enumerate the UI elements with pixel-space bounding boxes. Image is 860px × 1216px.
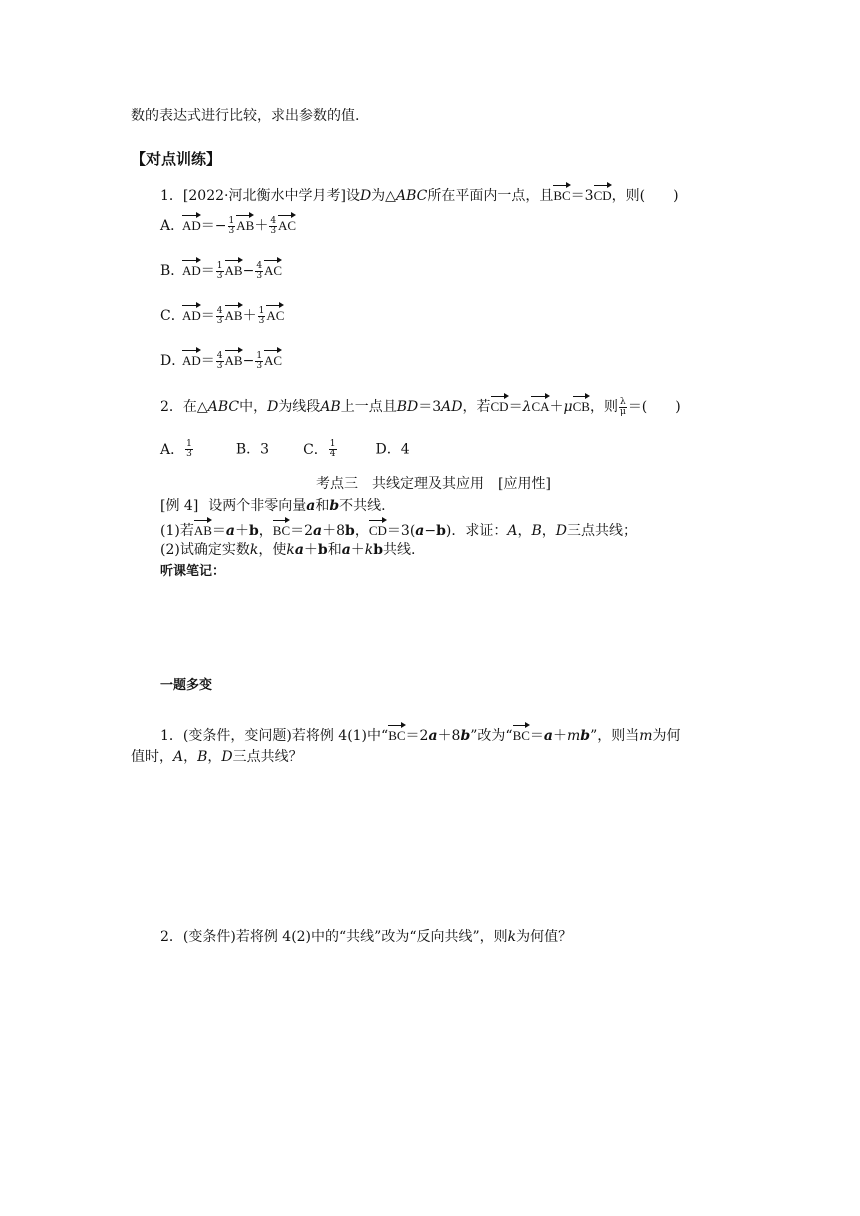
vector: AB bbox=[225, 259, 243, 277]
vector-b: b bbox=[373, 542, 384, 558]
vector-b: b bbox=[345, 523, 355, 539]
variant-2-line bbox=[160, 928, 572, 946]
option-label: D． bbox=[160, 353, 186, 369]
notes-label: 听课笔记： bbox=[160, 564, 226, 579]
math-var: m bbox=[567, 728, 581, 744]
question-source: [2022·河北衡水中学月考] bbox=[182, 188, 346, 204]
option-label: B． bbox=[160, 263, 185, 279]
q1-option-a[interactable] bbox=[160, 214, 296, 236]
math-var: B bbox=[531, 523, 542, 539]
fraction bbox=[255, 352, 263, 371]
stem-text: 设两个非零向量 bbox=[208, 498, 307, 514]
vector-cb: CB bbox=[573, 395, 590, 413]
fraction bbox=[255, 262, 263, 281]
section-heading: 【对点训练】 bbox=[131, 150, 222, 168]
vector-a: a bbox=[543, 728, 553, 744]
text: )．求证： bbox=[445, 523, 508, 539]
equals: ＝ bbox=[200, 263, 215, 279]
vector-cd: CD bbox=[491, 395, 509, 413]
operator: ＋ bbox=[242, 308, 257, 324]
math-var: A bbox=[173, 749, 184, 765]
text: ＋ bbox=[303, 542, 318, 558]
vector: AC bbox=[278, 214, 296, 232]
text: ＝2 bbox=[290, 523, 314, 539]
operator: ＋ bbox=[254, 218, 269, 234]
q1-option-d[interactable] bbox=[160, 349, 282, 371]
text: ， bbox=[354, 523, 369, 539]
stem-text: 和 bbox=[315, 498, 330, 514]
q1-option-b[interactable] bbox=[160, 259, 282, 281]
operator: − bbox=[242, 353, 255, 369]
math-var: B bbox=[197, 749, 208, 765]
text: ， bbox=[183, 749, 198, 765]
stem-text: ＝3 bbox=[570, 188, 594, 204]
math-var: k bbox=[286, 542, 295, 558]
stem-text: ，则 bbox=[589, 399, 618, 415]
math-var: D bbox=[267, 399, 279, 415]
q1-option-c[interactable] bbox=[160, 304, 284, 326]
vector: AD bbox=[182, 214, 201, 232]
vector-b: b bbox=[317, 542, 328, 558]
vector-a: a bbox=[415, 523, 425, 539]
numerator: λ bbox=[620, 396, 626, 407]
q2-option-d[interactable]: D．4 bbox=[375, 441, 410, 458]
numerator: 1 bbox=[216, 260, 223, 271]
option-label: A． bbox=[160, 218, 185, 234]
denominator: 3 bbox=[216, 360, 223, 371]
text: (2)试确定实数 bbox=[160, 542, 250, 558]
vector-bc: BC bbox=[513, 724, 530, 742]
text: ＋ bbox=[350, 542, 365, 558]
text: ＝ bbox=[529, 728, 544, 744]
equals: ＝− bbox=[200, 218, 227, 234]
denominator: 3 bbox=[228, 225, 235, 236]
math-var: D bbox=[221, 749, 233, 765]
vector-a: a bbox=[225, 523, 235, 539]
vector: AC bbox=[266, 304, 284, 322]
option-label: C． bbox=[160, 308, 185, 324]
math-var: AD bbox=[441, 399, 463, 415]
text: ， bbox=[207, 749, 222, 765]
math-var: m bbox=[639, 728, 653, 744]
option-label: C． bbox=[303, 441, 328, 458]
text: 为何值？ bbox=[516, 929, 573, 945]
math-var: BD bbox=[396, 399, 419, 415]
denominator: 3 bbox=[256, 360, 263, 371]
option-label: A． bbox=[160, 441, 185, 458]
numerator: 1 bbox=[258, 305, 265, 316]
question-number: 2． bbox=[160, 399, 183, 415]
fraction bbox=[216, 307, 224, 326]
fraction bbox=[228, 217, 236, 236]
text: 共线. bbox=[383, 542, 416, 558]
stem-text: 为线段 bbox=[278, 399, 321, 415]
fraction bbox=[269, 217, 277, 236]
text: 1．(变条件，变问题)若将例 4(1)中“ bbox=[160, 728, 389, 744]
lambda: λ bbox=[522, 399, 532, 415]
fraction-lambda-over-mu bbox=[619, 398, 627, 417]
numerator: 1 bbox=[228, 215, 235, 226]
text: − bbox=[424, 523, 437, 539]
denominator: 3 bbox=[216, 315, 223, 326]
example-4-part-2 bbox=[160, 541, 416, 559]
mu: μ bbox=[563, 399, 573, 415]
vector-ca: CA bbox=[531, 395, 549, 413]
example-4-part-1 bbox=[160, 519, 637, 540]
denominator: 3 bbox=[270, 225, 277, 236]
denominator: 3 bbox=[256, 270, 263, 281]
vector: AD bbox=[182, 349, 201, 367]
text: ＝ bbox=[211, 523, 226, 539]
q2-option-a[interactable] bbox=[160, 439, 194, 459]
stem-text: ＋ bbox=[549, 399, 564, 415]
vector-cd: CD bbox=[594, 184, 612, 202]
vector: AB bbox=[225, 349, 243, 367]
denominator: 4 bbox=[329, 449, 336, 459]
vector-a: a bbox=[313, 523, 323, 539]
variant-1-line-2 bbox=[131, 748, 303, 766]
text: 三点共线？ bbox=[232, 749, 303, 765]
vector: AD bbox=[182, 259, 201, 277]
math-var: ABC bbox=[207, 399, 240, 415]
equals: ＝ bbox=[200, 353, 215, 369]
q2-option-c[interactable] bbox=[303, 439, 337, 459]
q2-option-b[interactable]: B．3 bbox=[235, 441, 270, 458]
example-label: [例 4] bbox=[160, 498, 199, 514]
vector: AC bbox=[264, 259, 282, 277]
vector: AB bbox=[236, 214, 254, 232]
vector: AD bbox=[182, 304, 201, 322]
numerator: 4 bbox=[256, 260, 263, 271]
example-4-stem bbox=[160, 497, 386, 515]
stem-text: 所在平面内一点，且 bbox=[427, 188, 554, 204]
text: ， bbox=[541, 523, 556, 539]
math-var: k bbox=[249, 542, 259, 558]
vector-b: b bbox=[460, 728, 471, 744]
text: (1)若 bbox=[160, 523, 194, 539]
text: ＋ bbox=[234, 523, 249, 539]
equals: ＝ bbox=[200, 308, 215, 324]
fraction bbox=[216, 352, 224, 371]
text: ，使 bbox=[258, 542, 287, 558]
math-var: ABC bbox=[395, 188, 428, 204]
denominator: 3 bbox=[258, 315, 265, 326]
stem-text: 在△ bbox=[182, 399, 208, 415]
numerator: 1 bbox=[256, 350, 263, 361]
math-var: D bbox=[359, 188, 372, 204]
text: 2．(变条件)若将例 4(2)中的“共线”改为“反向共线”，则 bbox=[160, 929, 508, 945]
numerator: 1 bbox=[186, 439, 192, 449]
stem-text: ＝ bbox=[508, 399, 523, 415]
question-2-stem bbox=[160, 395, 681, 417]
text: ， bbox=[517, 523, 532, 539]
denominator: 3 bbox=[186, 449, 192, 459]
stem-text: 不共线. bbox=[339, 498, 386, 514]
vector-b: b bbox=[580, 728, 591, 744]
fraction bbox=[329, 440, 337, 459]
q2-options bbox=[160, 440, 410, 459]
vector-b: b bbox=[248, 523, 259, 539]
intro-tail-text: 数的表达式进行比较，求出参数的值. bbox=[131, 108, 360, 124]
vector-bc: BC bbox=[553, 184, 570, 202]
vector-ab: AB bbox=[194, 519, 212, 537]
text: 值时， bbox=[131, 749, 173, 765]
text: ”，则当 bbox=[590, 728, 640, 744]
text: 和 bbox=[327, 542, 342, 558]
vector-b: b bbox=[329, 498, 340, 514]
variant-1-line-1 bbox=[160, 724, 681, 745]
fraction bbox=[216, 262, 224, 281]
operator: − bbox=[242, 263, 255, 279]
stem-text: 上一点且 bbox=[340, 399, 397, 415]
kaodian-heading: 考点三 共线定理及其应用 [应用性] bbox=[316, 476, 551, 492]
question-number: 1． bbox=[160, 188, 183, 204]
vector-a: a bbox=[294, 542, 304, 558]
text: ＋8 bbox=[322, 523, 346, 539]
vector-a: a bbox=[341, 542, 351, 558]
stem-text: ＝( ) bbox=[627, 399, 681, 415]
vector-a: a bbox=[428, 728, 438, 744]
text: 三点共线； bbox=[567, 523, 638, 539]
stem-text: 设 bbox=[345, 188, 360, 204]
text: ”改为“ bbox=[470, 728, 513, 744]
text: ＋ bbox=[553, 728, 567, 744]
vector-cd: CD bbox=[369, 519, 387, 537]
numerator: 4 bbox=[216, 305, 223, 316]
stem-text: 为△ bbox=[371, 188, 396, 204]
math-var: A bbox=[507, 523, 518, 539]
fraction bbox=[258, 307, 266, 326]
text: 为何 bbox=[652, 728, 681, 744]
text: ＋8 bbox=[437, 728, 461, 744]
vector: AB bbox=[225, 304, 243, 322]
numerator: 1 bbox=[329, 439, 336, 449]
stem-text: ，则( ) bbox=[611, 188, 679, 204]
text: ＝2 bbox=[405, 728, 429, 744]
vector-a: a bbox=[306, 498, 316, 514]
vector-bc: BC bbox=[273, 519, 290, 537]
numerator: 4 bbox=[270, 215, 277, 226]
question-1-stem bbox=[160, 184, 679, 205]
stem-text: 中， bbox=[239, 399, 268, 415]
fraction bbox=[185, 440, 193, 459]
vector-bc: BC bbox=[388, 724, 405, 742]
vector: AC bbox=[264, 349, 282, 367]
math-var: AB bbox=[320, 399, 341, 415]
math-var: k bbox=[364, 542, 374, 558]
text: ， bbox=[258, 523, 273, 539]
denominator: μ bbox=[619, 406, 626, 417]
text: ＝3( bbox=[386, 523, 416, 539]
denominator: 3 bbox=[216, 270, 223, 281]
variant-heading: 一题多变 bbox=[160, 678, 213, 693]
vector-b: b bbox=[436, 523, 446, 539]
stem-text: ，若 bbox=[462, 399, 491, 415]
math-var: D bbox=[555, 523, 568, 539]
numerator: 4 bbox=[216, 350, 223, 361]
math-var: k bbox=[507, 929, 517, 945]
stem-text: ＝3 bbox=[418, 399, 442, 415]
